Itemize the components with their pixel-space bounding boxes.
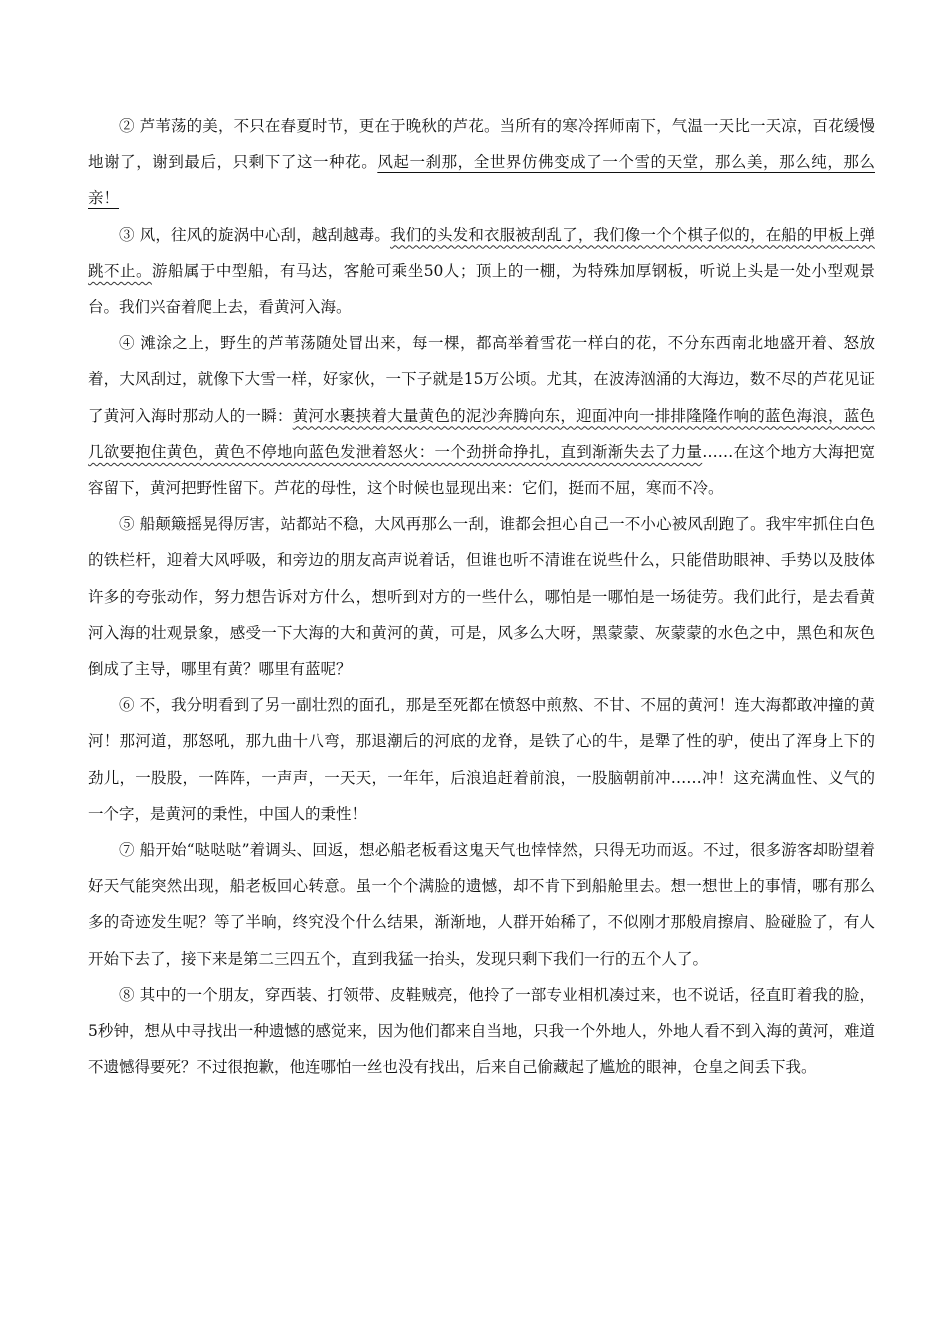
paragraph-7: ⑦ 船开始“哒哒哒”着调头、回返，想必船老板看这鬼天气也悻悻然，只得无功而返。不过，很多游客却盼望着好天气能突然出现，船老板回心转意。虽一个个满脸的遗憾，却不肯下到船舱里去。想一想世上的事情，哪有那么多的奇迹发生呢？等了半晌，终究没个什么结果，渐渐地，人群开始稀了，不似刚才那般肩擦肩、脸碰脸了，有人开始下去了，接下来是第二三四五个，直到我猛一抬头，发现只剩下我们一行的五个人了。 bbox=[88, 841, 875, 968]
paragraph-5: ⑤ 船颠簸摇晃得厉害，站都站不稳，大风再那么一刮，谁都会担心自己一不小心被风刮跑了。我牢牢抓住白色的铁栏杆，迎着大风呼吸，和旁边的朋友高声说着话，但谁也听不清谁在说些什么，只能借助眼神、手势以及肢体许多的夸张动作，努力想告诉对方什么，想听到对方的一些什么，哪怕是一哪怕是一场徒劳。我们此行，是去看黄河入海的壮观景象，感受一下大海的大和黄河的黄，可是，风多么大呀，黑蒙蒙、灰蒙蒙的水色之中，黑色和灰色倒成了主导，哪里有黄？哪里有蓝呢？ bbox=[88, 515, 875, 679]
paragraph-4-text-rest: ……在这个地方大海把宽容留下，黄河把野性留下。芦花的母性，这个时候也显现出来：它们，挺而不屈，寒而不冷。 bbox=[88, 442, 875, 498]
paragraph-2-text: ② 芦苇荡的美，不只在春夏时节，更在于晚秋的芦花。当所有的寒冷挥师南下，气温一天比一天凉，百花缓慢地谢了，谢到最后，只剩下了这一种花。 bbox=[88, 117, 875, 172]
paragraph-6: ⑥ 不，我分明看到了另一副壮烈的面孔，那是至死都在愤怒中煎熬、不甘、不屈的黄河！连大海都敢冲撞的黄河！那河道，那怒吼，那九曲十八弯，那退潮后的河底的龙脊，是铁了心的牛，是犟了性的驴，使出了浑身上下的劲儿，一股股，一阵阵，一声声，一天天，一年年，后浪追赶着前浪，一股脑朝前冲……冲！这充满血性、义气的一个字，是黄河的秉性，中国人的秉性！ bbox=[88, 696, 875, 823]
paragraph-3-text: ③ 风，往风的旋涡中心刮，越刮越毒。 bbox=[119, 225, 391, 244]
paragraph-3 bbox=[88, 217, 875, 326]
paragraph-4 bbox=[88, 325, 875, 506]
paragraph-4-text: ④ 滩涂之上，野生的芦苇荡随处冒出来，每一棵，都高举着雪花一样白的花，不分东西南北地盛开着、怒放着，大风刮过，就像下大雪一样，好家伙，一下子就是15万公顷。尤其，在波涛汹涌的大海边，数不尽的芦花见证了黄河入海时那动人的一瞬： bbox=[88, 334, 875, 425]
paragraph-3-text-rest: 游船属于中型船，有马达，客舱可乘坐50人；顶上的一棚，为特殊加厚钢板，听说上头是一处小型观景台。我们兴奋着爬上去，看黄河入海。 bbox=[88, 261, 875, 317]
document-body bbox=[88, 108, 875, 1085]
wavy-underlined-passage: 黄河水裹挟着大量黄色的泥沙奔腾向东，迎面冲向一排排隆隆作响的蓝色海浪，蓝色几欲要抱住黄色，黄色不停地向蓝色发泄着怒火：一个劲拼命挣扎，直到渐渐失去了力量 bbox=[88, 406, 875, 461]
underlined-sentence: 风起一刹那，全世界仿佛变成了一个雪的天堂，那么美，那么纯，那么亲！ bbox=[88, 153, 875, 208]
wavy-underlined-sentence: 我们的头发和衣服被刮乱了，我们像一个个棋子似的，在船的甲板上弹跳不止。 bbox=[88, 225, 875, 280]
paragraph-2 bbox=[88, 108, 875, 217]
paragraph-8: ⑧ 其中的一个朋友，穿西装、打领带、皮鞋贼亮，他拎了一部专业相机凑过来，也不说话，径直盯着我的脸，5秒钟，想从中寻找出一种遗憾的感觉来，因为他们都来自当地，只我一个外地人，外地人看不到入海的黄河，难道不遗憾得要死？不过很抱歉，他连哪怕一丝也没有找出，后来自己偷藏起了尴尬的眼神，仓皇之间丢下我。 bbox=[88, 985, 875, 1077]
